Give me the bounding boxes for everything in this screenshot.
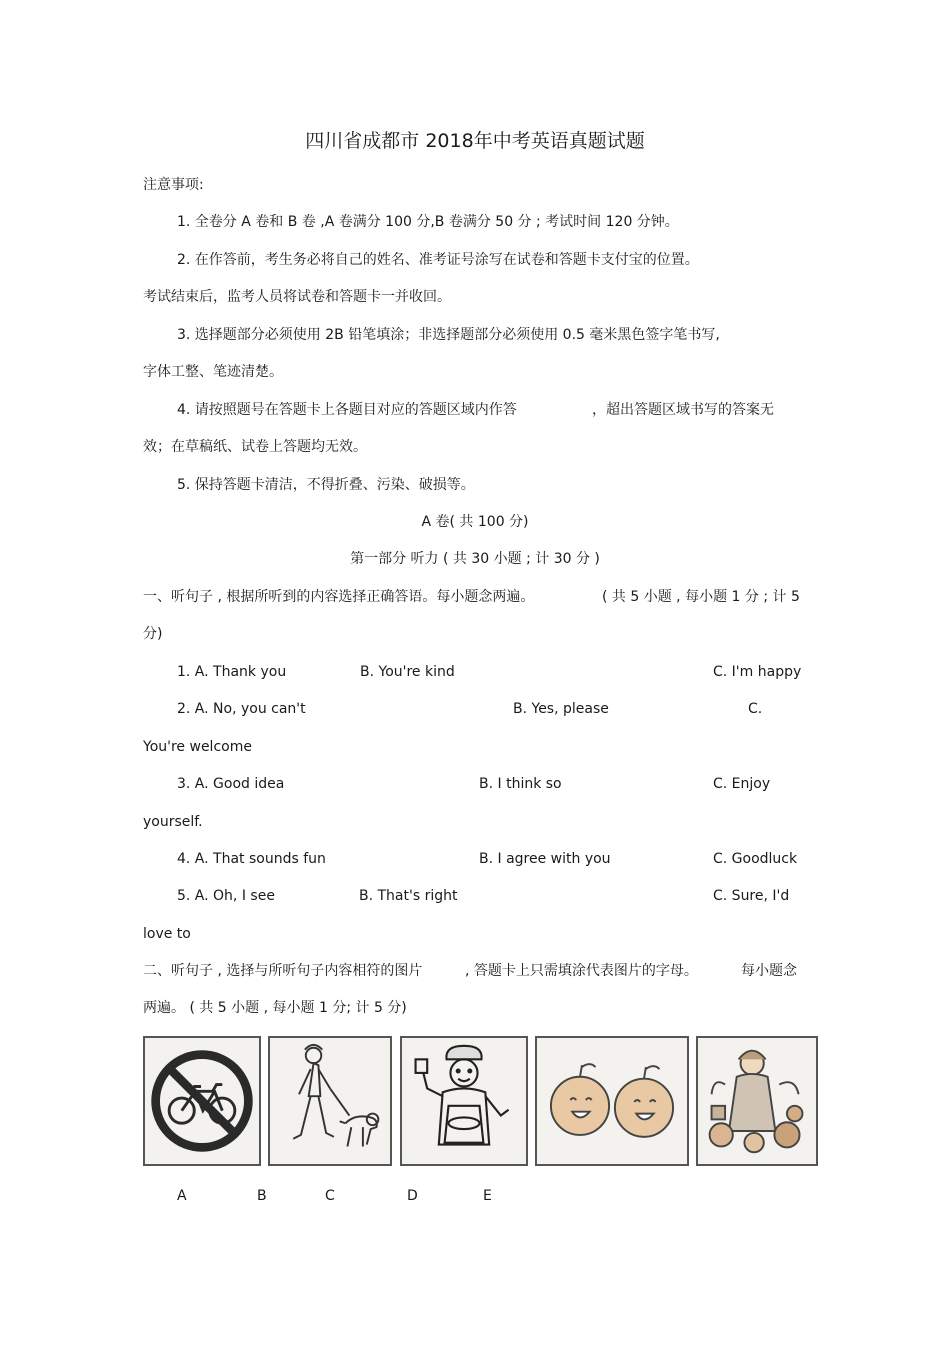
notice-heading: 注意事项: bbox=[143, 177, 204, 193]
note-1: 1. 全卷分 A 卷和 B 卷 ,A 卷满分 100 分,B 卷满分 50 分 ; 考试时间 120 分钟。 bbox=[177, 214, 679, 230]
picture-label-c: C bbox=[325, 1188, 335, 1204]
q4-option-a: 4. A. That sounds fun bbox=[177, 851, 326, 867]
q5-option-c: C. Sure, I'd bbox=[713, 888, 790, 904]
section-1-instructions: 一、听句子 , 根据所听到的内容选择正确答语。每小题念两遍。 bbox=[143, 589, 535, 605]
picture-b bbox=[268, 1036, 392, 1166]
man-walking-dog-icon bbox=[270, 1038, 390, 1164]
q1-option-b: B. You're kind bbox=[360, 664, 455, 680]
woman-with-toys-icon bbox=[698, 1038, 816, 1164]
note-3: 3. 选择题部分必须使用 2B 铅笔填涂；非选择题部分必须使用 0.5 毫米黑色签字笔书写, bbox=[177, 327, 720, 343]
section-1-scoring: ( 共 5 小题 , 每小题 1 分 ; 计 5 bbox=[602, 589, 800, 605]
volume-a-heading: A 卷( 共 100 分) bbox=[421, 514, 529, 530]
q2-option-c: C. bbox=[748, 701, 763, 717]
note-4-tail: ，超出答题区域书写的答案无 bbox=[592, 402, 774, 418]
picture-label-b: B bbox=[257, 1188, 267, 1204]
q3-option-c: C. Enjoy bbox=[713, 776, 771, 792]
q5-option-c-continued: love to bbox=[143, 926, 191, 942]
note-2-continued: 考试结束后，监考人员将试卷和答题卡一并收回。 bbox=[143, 289, 451, 305]
section-2-instructions: 二、听句子 , 选择与所听句子内容相符的图片 bbox=[143, 963, 423, 979]
q4-option-c: C. Goodluck bbox=[713, 851, 798, 867]
note-4-continued: 效；在草稿纸、试卷上答题均无效。 bbox=[143, 439, 367, 455]
q3-option-b: B. I think so bbox=[479, 776, 562, 792]
cook-with-spatula-icon bbox=[402, 1038, 526, 1164]
q5-option-b: B. That's right bbox=[359, 888, 458, 904]
picture-a bbox=[143, 1036, 261, 1166]
picture-e bbox=[696, 1036, 818, 1166]
section-2-instructions-mid: , 答题卡上只需填涂代表图片的字母。 bbox=[465, 963, 698, 979]
picture-label-d: D bbox=[407, 1188, 418, 1204]
picture-label-a: A bbox=[177, 1188, 187, 1204]
q2-option-c-continued: You're welcome bbox=[143, 739, 252, 755]
picture-label-e: E bbox=[483, 1188, 492, 1204]
section-2-instructions-end: 每小题念 bbox=[741, 963, 797, 979]
q5-option-a: 5. A. Oh, I see bbox=[177, 888, 275, 904]
part-1-heading: 第一部分 听力 ( 共 30 小题 ; 计 30 分 ) bbox=[350, 551, 600, 567]
picture-c bbox=[400, 1036, 528, 1166]
q2-option-a: 2. A. No, you can't bbox=[177, 701, 306, 717]
page-title: 四川省成都市 2018年中考英语真题试题 bbox=[305, 130, 645, 152]
picture-d bbox=[535, 1036, 689, 1166]
q1-option-a: 1. A. Thank you bbox=[177, 664, 287, 680]
q3-option-a: 3. A. Good idea bbox=[177, 776, 285, 792]
note-2: 2. 在作答前，考生务必将自己的姓名、准考证号涂写在试卷和答题卡支付宝的位置。 bbox=[177, 252, 699, 268]
note-5: 5. 保持答题卡清洁，不得折叠、污染、破损等。 bbox=[177, 477, 475, 493]
note-3-continued: 字体工整、笔迹清楚。 bbox=[143, 364, 283, 380]
no-bicycle-sign-icon bbox=[145, 1038, 259, 1164]
section-1-scoring-continued: 分) bbox=[143, 626, 163, 642]
q3-option-c-continued: yourself. bbox=[143, 814, 203, 830]
q4-option-b: B. I agree with you bbox=[479, 851, 611, 867]
section-2-scoring: 两遍。 ( 共 5 小题 , 每小题 1 分; 计 5 分) bbox=[143, 1000, 407, 1016]
q1-option-c: C. I'm happy bbox=[713, 664, 802, 680]
smiling-oranges-icon bbox=[537, 1038, 687, 1164]
note-4: 4. 请按照题号在答题卡上各题目对应的答题区域内作答 bbox=[177, 402, 517, 418]
q2-option-b: B. Yes, please bbox=[513, 701, 609, 717]
